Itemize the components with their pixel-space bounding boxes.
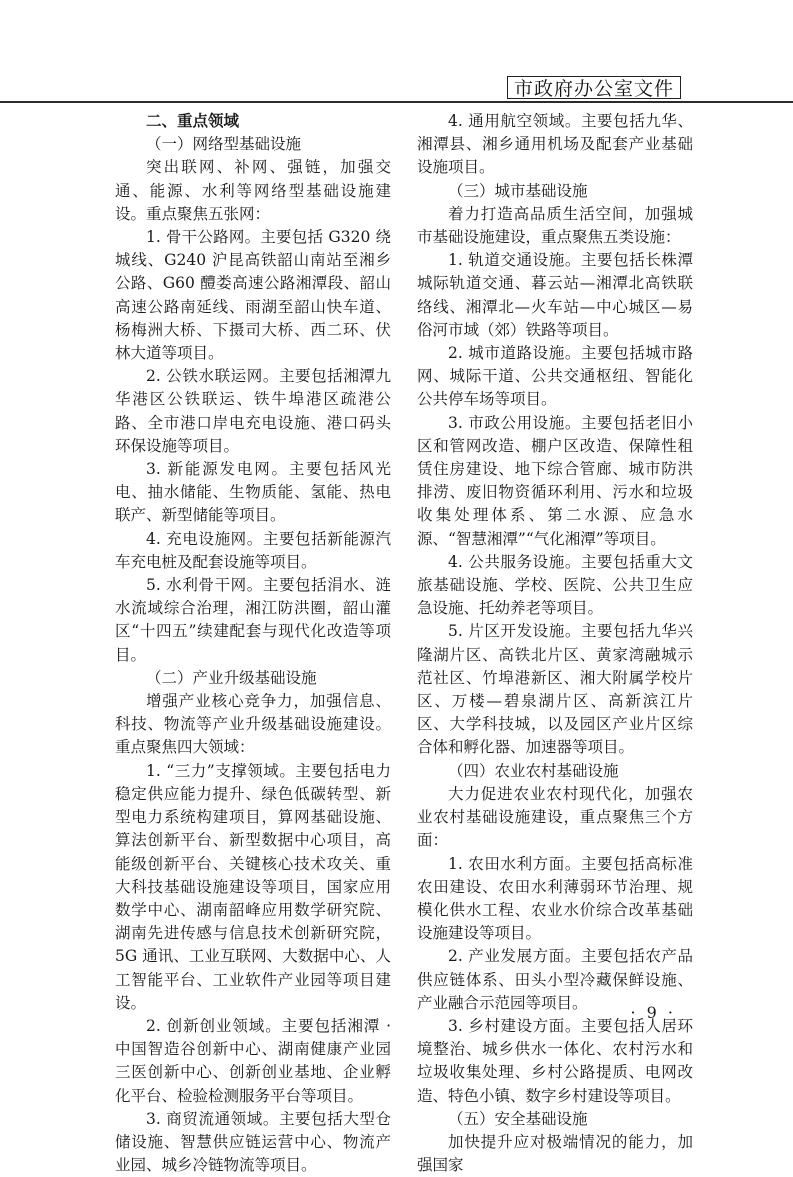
paragraph: 1. 骨干公路网。主要包括 G320 绕城线、G240 沪昆高铁韶山南站至湘乡公路、G60 醴娄高速公路湘潭段、韶山高速公路南延线、雨湖至韶山快车道、杨梅洲大桥、下摄司大桥、西二环、伏林大道等项目。 — [115, 228, 391, 363]
paragraph: 1. 农田水利方面。主要包括高标准农田建设、农田水利薄弱环节治理、规模化供水工程、农业水价综合改革基础设施建设等项目。 — [417, 854, 693, 943]
paragraph: 4. 通用航空领域。主要包括九华、湘潭县、湘乡通用机场及配套产业基础设施项目。 — [417, 112, 693, 177]
paragraph: （三）城市基础设施 — [448, 181, 588, 200]
paragraph: 3. 市政公用设施。主要包括老旧小区和管网改造、棚户区改造、保障性租赁住房建设、地下综合管廊、城市防洪排涝、废旧物资循环利用、污水和垃圾收集处理体系、第二水源、应急水源、“智慧湘潭”“气化湘潭”等项目。 — [417, 413, 693, 548]
paragraph: 5. 片区开发设施。主要包括九华兴隆湖片区、高铁北片区、黄家湾融城示范社区、竹埠港新区、湘大附属学校片区、万楼—碧泉湖片区、高新滨江片区、大学科技城，以及园区产业片区综合体和孵化器、加速器等项目。 — [417, 622, 693, 757]
paragraph: 大力促进农业农村现代化，加强农业农村基础设施建设，重点聚焦三个方面： — [417, 784, 693, 850]
paragraph: 2. 城市道路设施。主要包括城市路网、城际干道、公共交通枢纽、智能化公共停车场等项目。 — [417, 344, 693, 409]
paragraph: 2. 产业发展方面。主要包括农产品供应链体系、田头小型冷藏保鲜设施、产业融合示范园等项目。 — [417, 947, 693, 1012]
paragraph: 1. 轨道交通设施。主要包括长株潭城际轨道交通、暮云站—湘潭北高铁联络线、湘潭北—火车站—中心城区—易俗河市域（郊）铁路等项目。 — [417, 251, 693, 339]
paragraph: 2. 公铁水联运网。主要包括湘潭九华港区公铁联运、铁牛埠港区疏港公路、全市港口岸电充电设施、港口码头环保设施等项目。 — [115, 367, 391, 455]
paragraph: （一）网络型基础设施 — [146, 135, 302, 154]
paragraph: （二）产业升级基础设施 — [146, 668, 317, 687]
paragraph: 突出联网、补网、强链，加强交通、能源、水利等网络型基础设施建设。重点聚焦五张网： — [115, 158, 391, 223]
paragraph: 着力打造高品质生活空间，加强城市基础设施建设，重点聚焦五类设施： — [417, 204, 693, 247]
paragraph: 3. 新能源发电网。主要包括风光电、抽水储能、生物质能、氢能、热电联产、新型储能等项目。 — [115, 460, 391, 525]
page-number: · 9 · — [630, 1003, 676, 1022]
paragraph: 4. 充电设施网。主要包括新能源汽车充电桩及配套设施等项目。 — [115, 529, 391, 571]
paragraph: 增强产业核心竞争力，加强信息、科技、物流等产业升级基础设施建设。重点聚焦四大领域： — [115, 692, 391, 757]
paragraph: （四）农业农村基础设施 — [448, 761, 619, 780]
paragraph: 2. 创新创业领域。主要包括湘潭 · 中国智造谷创新中心、湖南健康产业园三医创新中心、创新创业基地、企业孵化平台、检验检测服务平台等项目。 — [115, 1016, 391, 1105]
section-header-label: 市政府办公室文件 — [507, 76, 681, 99]
paragraph: 3. 商贸流通领域。主要包括大型仓储设施、智慧供应链运营中心、物流产业园、城乡冷链物流等项目。 — [115, 1109, 391, 1175]
paragraph: 5. 水利骨干网。主要包括涓水、涟水流域综合治理，湘江防洪圈，韶山灌区“十四五”续建配套与现代化改造等项目。 — [115, 576, 391, 664]
section-heading: 二、重点领域 — [146, 112, 240, 130]
paragraph: 1. “三力”支撑领域。主要包括电力稳定供应能力提升、绿色低碳转型、新型电力系统构建项目，算网基础设施、算法创新平台、新型数据中心项目，高能级创新平台、关键核心技术攻关、重大科技基础设施建设等项目，国家应用数学中心、湖南韶峰应用数学研究院、湖南先进传感与信息技术创新研究院，5G 通讯、工业互联网、大数据中心、人工智能平台、工业软件产业园等项目建设。 — [115, 761, 391, 1012]
paragraph: 3. 乡村建设方面。主要包括人居环境整治、城乡供水一体化、农村污水和垃圾收集处理、乡村公路提质、电网改造、特色小镇、数字乡村建设等项目。 — [417, 1016, 693, 1105]
left-column — [115, 110, 391, 1177]
paragraph: 加快提升应对极端情况的能力，加强国家 — [417, 1132, 693, 1175]
paragraph: （五）安全基础设施 — [448, 1109, 588, 1128]
paragraph: 4. 公共服务设施。主要包括重大文旅基础设施、学校、医院、公共卫生应急设施、托幼养老等项目。 — [417, 552, 693, 618]
header-rule — [0, 101, 793, 103]
